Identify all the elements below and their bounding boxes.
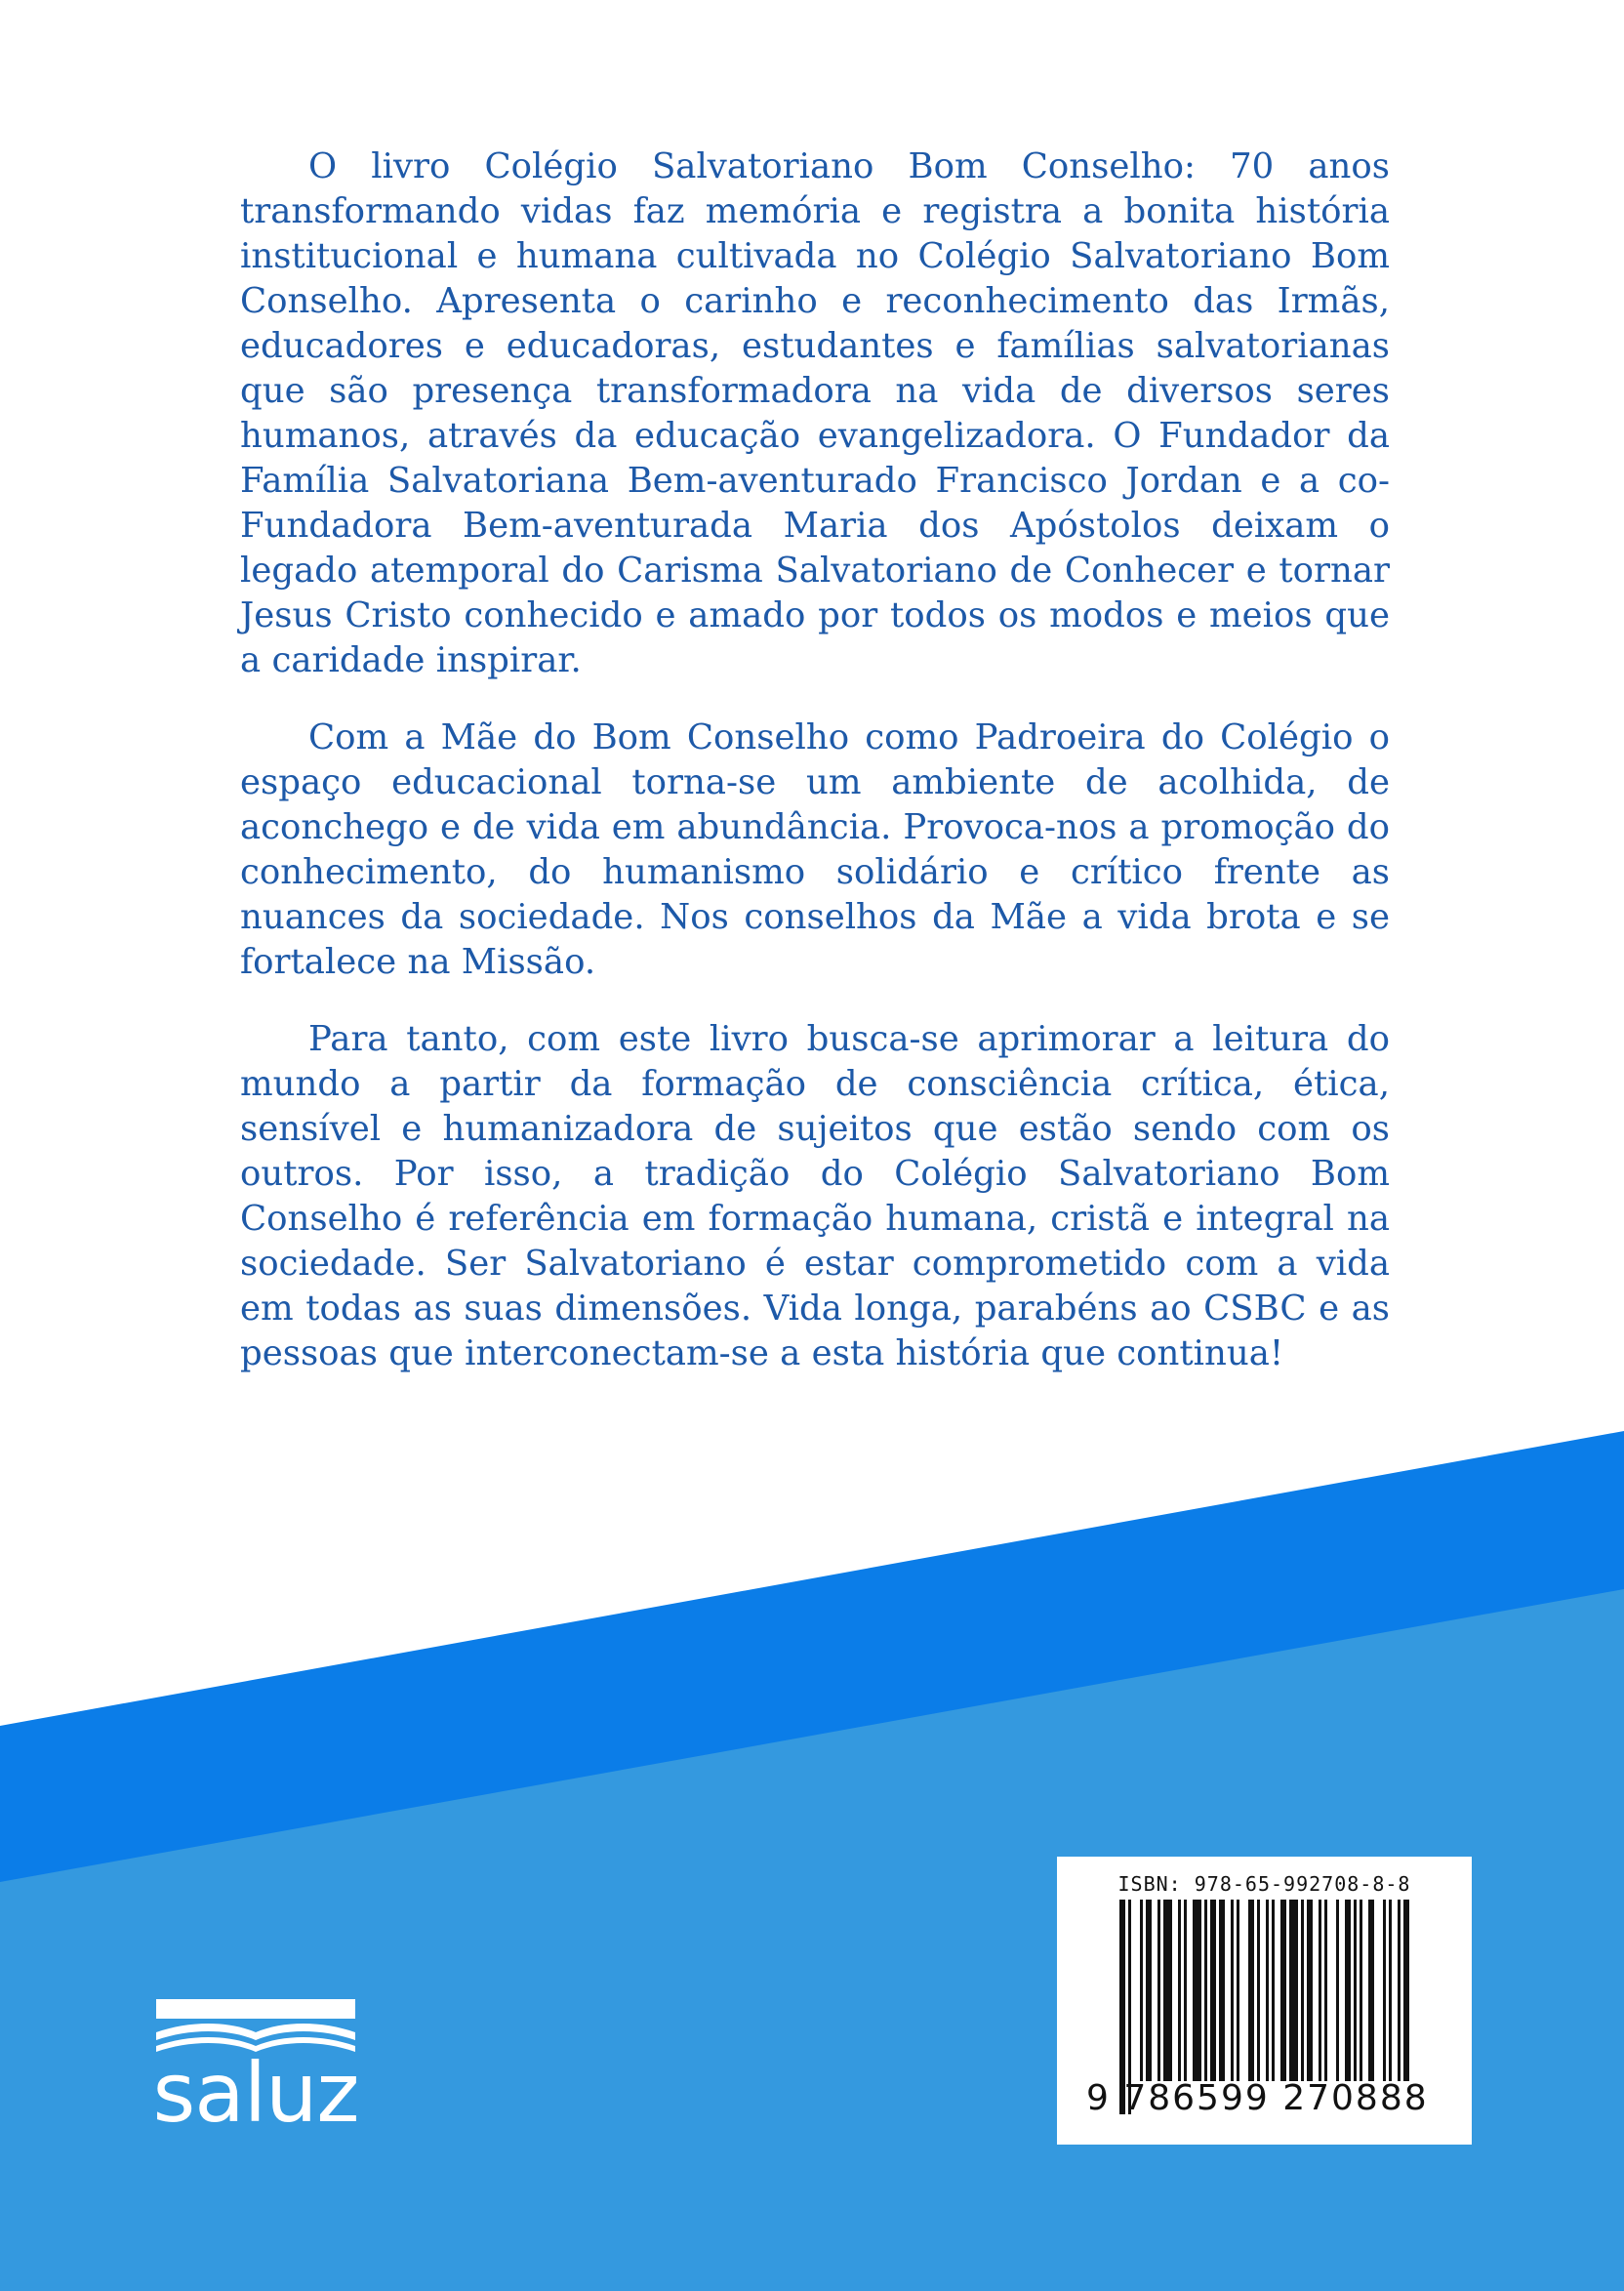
barcode-bar — [1146, 1900, 1152, 2081]
barcode-bar — [1360, 1900, 1362, 2081]
barcode-bar — [1248, 1900, 1254, 2081]
barcode-bar — [1178, 1900, 1181, 2081]
barcode-digits: 9 786599 270888 — [1086, 2078, 1429, 2118]
barcode-bar — [1157, 1900, 1160, 2081]
publisher-logo — [152, 1999, 359, 2146]
barcode-bar — [1204, 1900, 1207, 2081]
barcode-bar — [1210, 1900, 1216, 2081]
barcode-bar — [1266, 1900, 1269, 2081]
barcode-bar — [1219, 1900, 1225, 2081]
barcode-bar — [1336, 1900, 1339, 2081]
barcode-bar — [1383, 1900, 1386, 2081]
barcode-bar — [1257, 1900, 1260, 2081]
barcode-bar — [1307, 1900, 1313, 2081]
barcode-bar — [1403, 1900, 1409, 2081]
barcode-bar — [1324, 1900, 1327, 2081]
paragraph: Para tanto, com este livro busca-se aprimorar a leitura do mundo a partir da formação de consciência crítica, ética, sensível e humanizadora de sujeitos que estão sendo com os outros. Por isso, a tradição do Colégio Salvatoriano Bom Conselho é referência em formação humana, cristã e integral na sociedade. Ser Salvatoriano é estar comprometido com a vida em todas as suas dimensões. Vida longa, parabéns ao CSBC e as pessoas que interconectam-se a esta história que continua! — [240, 1019, 1390, 1373]
barcode-bar — [1368, 1900, 1374, 2081]
barcode-bar — [1398, 1900, 1401, 2081]
barcode-bar — [1280, 1900, 1286, 2081]
barcode-bar — [1289, 1900, 1298, 2081]
barcode-bar — [1354, 1900, 1357, 2081]
barcode-bar — [1301, 1900, 1304, 2081]
publisher-name: saluz — [152, 2045, 359, 2141]
paragraph: Com a Mãe do Bom Conselho como Padroeira do Colégio o espaço educacional torna-se um ambiente de acolhida, de aconchego e de vida em abundância. Provoca-nos a promoção do conhecimento, do humanismo solidário e crítico frente as nuances da sociedade. Nos conselhos da Mãe a vida brota e se fortalece na Missão. — [240, 717, 1390, 982]
barcode-bar — [1231, 1900, 1234, 2081]
barcode-bar — [1319, 1900, 1321, 2081]
isbn-label: ISBN: 978-65-992708-8-8 — [1117, 1872, 1411, 1896]
barcode-bar — [1272, 1900, 1275, 2081]
barcode-bar — [1163, 1900, 1172, 2081]
barcode-bar — [1389, 1900, 1392, 2081]
barcode-bar — [1237, 1900, 1239, 2081]
barcode-bar — [1140, 1900, 1143, 2081]
barcode-bar — [1345, 1900, 1351, 2081]
barcode-bar — [1184, 1900, 1187, 2081]
isbn-barcode — [1057, 1857, 1472, 2145]
back-cover-text — [240, 144, 1390, 1409]
barcode-bar — [1193, 1900, 1201, 2081]
paragraph: O livro Colégio Salvatoriano Bom Conselho: 70 anos transformando vidas faz memória e registra a bonita história institucional e humana cultivada no Colégio Salvatoriano Bom Conselho. Apresenta o carinho e reconhecimento das Irmãs, educadores e educadoras, estudantes e famílias salvatorianas que são presença transformadora na vida de diversos seres humanos, através da educação evangelizadora. O Fundador da Família Salvatoriana Bem-aventurado Francisco Jordan e a co-Fundadora Bem-aventurada Maria dos Apóstolos deixam o legado atemporal do Carisma Salvatoriano de Conhecer e tornar Jesus Cristo conhecido e amado por todos os modos e meios que a caridade inspirar. — [240, 146, 1390, 680]
